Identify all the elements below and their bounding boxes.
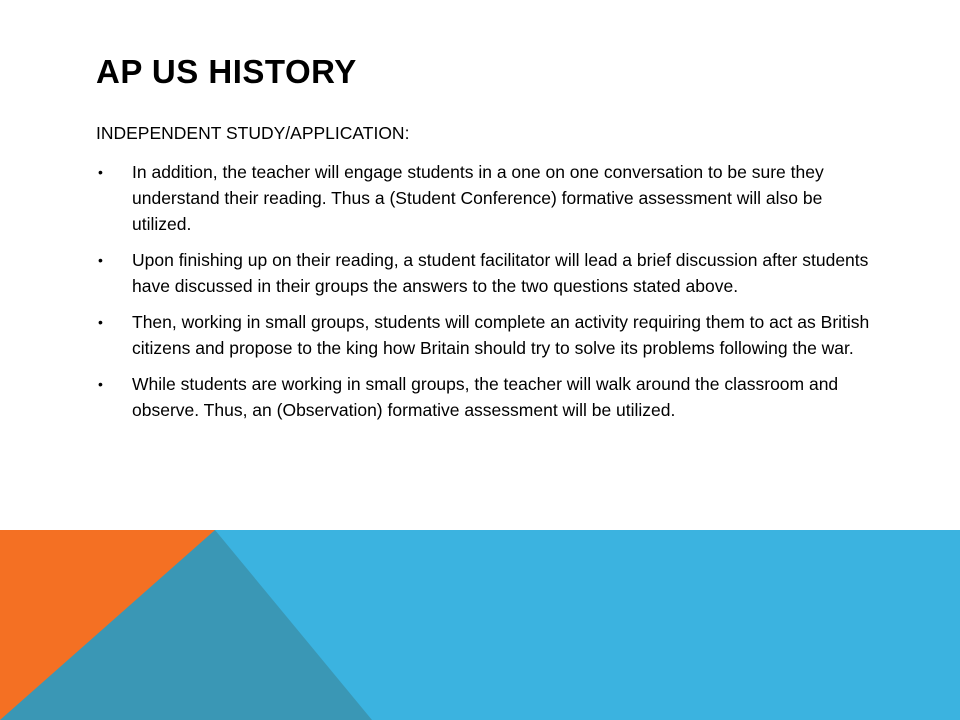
bullet-text: While students are working in small groups, the teacher will walk around the classroom and observe. Thus, an (Observation) formative assessment will be utilized. — [132, 374, 839, 420]
bullet-icon: • — [98, 164, 103, 180]
section-subheading: INDEPENDENT STUDY/APPLICATION: — [96, 123, 410, 143]
bullet-icon: • — [98, 376, 103, 392]
bullet-item — [96, 159, 876, 237]
bullet-text: Then, working in small groups, students will complete an activity requiring them to act as British citizens and propose to the king how Britain should try to solve its problems following the war. — [132, 312, 870, 358]
bullet-item — [96, 247, 876, 299]
bullet-item — [96, 371, 876, 423]
bullet-item — [96, 309, 876, 361]
decorative-footer-band — [0, 530, 960, 720]
slide-title: AP US HISTORY — [96, 53, 357, 90]
slide-content — [96, 121, 876, 433]
bullet-icon: • — [98, 252, 103, 268]
bullet-text: Upon finishing up on their reading, a student facilitator will lead a brief discussion after students have discussed in their groups the answers to the two questions stated above. — [132, 250, 869, 296]
bullet-icon: • — [98, 314, 103, 330]
bullet-list — [96, 159, 876, 423]
bullet-text: In addition, the teacher will engage students in a one on one conversation to be sure they understand their reading. Thus a (Student Conference) formative assessment will also be utilized. — [132, 162, 824, 234]
